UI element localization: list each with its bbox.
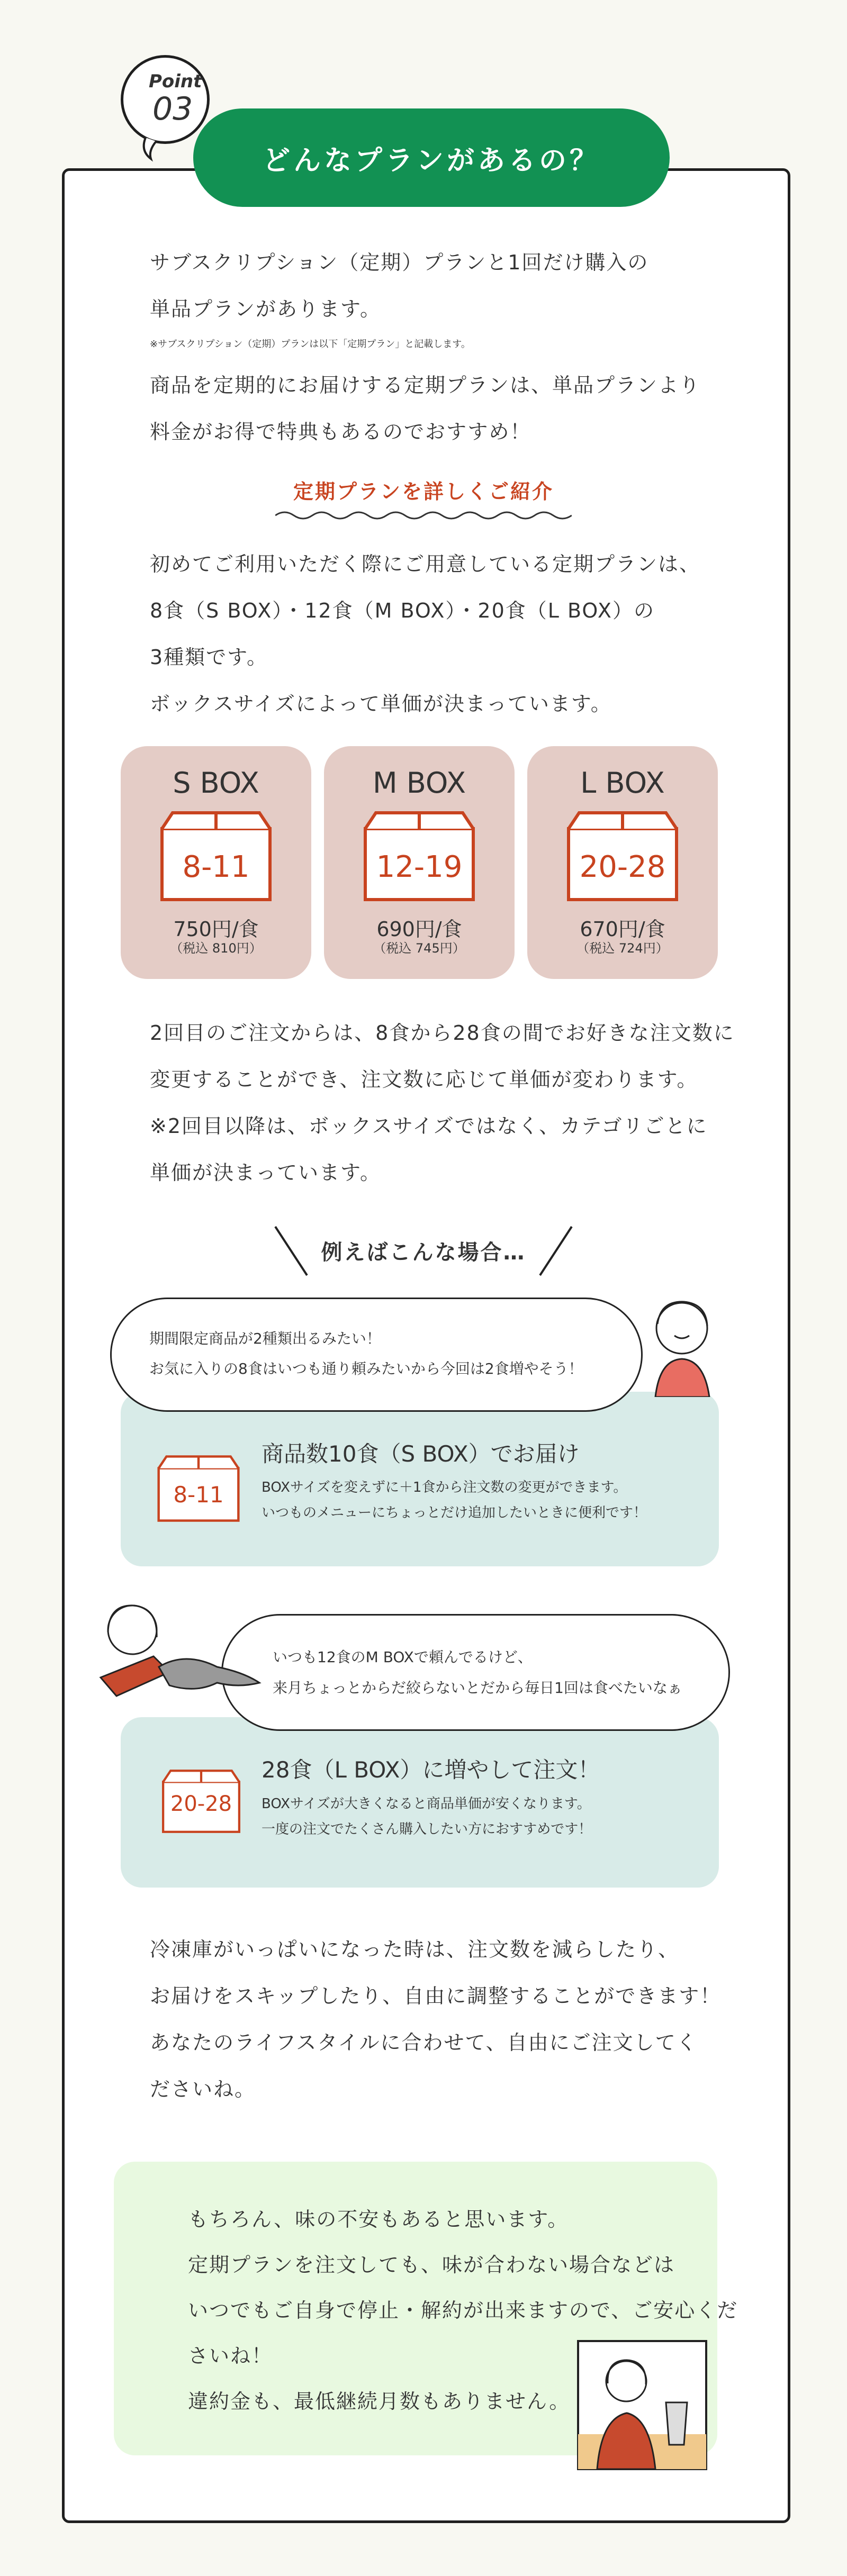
flex-line-1: 冷凍庫がいっぱいになった時は、注文数を減らしたり、: [150, 1938, 680, 1961]
box-range: 12-19: [376, 850, 463, 884]
reassure-line-2: 定期プランを注文しても、味が合わない場合などは: [188, 2253, 675, 2276]
reassure-line-5: 違約金も、最低継続月数もありません。: [188, 2390, 571, 2413]
example2-range: 20-28: [170, 1792, 232, 1816]
intro-line-1: サブスクリプション（定期）プランと1回だけ購入の: [150, 251, 649, 274]
intro-line-4: 料金がお得で特典もあるのでおすすめ！: [150, 420, 531, 443]
flex-line-4: ださいね。: [150, 2078, 256, 2101]
example1-range: 8-11: [173, 1482, 224, 1508]
box-price: 690円/食: [376, 918, 462, 941]
box-card-m: [324, 746, 515, 979]
box-range: 8-11: [182, 850, 250, 884]
change-line-1: 2回目のご注文からは、8食から28食の間でお好きな注文数に: [150, 1021, 735, 1045]
example1-bubble: [110, 1298, 643, 1412]
box-card-l: [527, 746, 718, 979]
woman-reading-illustration: [90, 1593, 265, 1715]
woman-phone-illustration: [645, 1291, 719, 1397]
box-tax: （税込 810円）: [170, 941, 262, 956]
example2-bubble: [221, 1614, 730, 1731]
example1-bubble-line-2: お気に入りの8食はいつも通り頼みたいから今回は2食増やそう！: [149, 1360, 583, 1377]
box-name: L BOX: [580, 766, 665, 800]
intro-line-3: 商品を定期的にお届けする定期プランは、単品プランより: [150, 374, 701, 397]
example1-desc-2: いつものメニューにちょっとだけ追加したいときに便利です！: [262, 1505, 647, 1521]
change-line-4: 単価が決まっています。: [150, 1161, 381, 1184]
example2-bubble-line-2: 来月ちょっとからだ絞らないとだから毎日1回は食べたいなぁ: [273, 1679, 682, 1697]
box-tax: （税込 724円）: [576, 941, 669, 956]
box-name: M BOX: [373, 766, 466, 800]
section-heading: 定期プランを詳しくご紹介: [293, 480, 554, 503]
plans-line-3: 3種類です。: [150, 646, 268, 669]
section-title: どんなプランがあるの？: [193, 108, 670, 207]
box-price: 750円/食: [173, 918, 259, 941]
reassure-line-4: さいね！: [188, 2344, 273, 2368]
flex-line-3: あなたのライフスタイルに合わせて、自由にご注文してく: [150, 2031, 698, 2054]
example-heading: 例えばこんな場合…: [321, 1240, 526, 1265]
plans-line-1: 初めてご利用いただく際にご用意している定期プランは、: [150, 552, 701, 576]
badge-point-label: Point: [149, 71, 202, 92]
box-tax: （税込 745円）: [373, 941, 465, 956]
intro-line-2: 単品プランがあります。: [150, 297, 381, 321]
example2-bubble-line-1: いつも12食のM BOXで頼んでるけど、: [273, 1648, 533, 1666]
intro-note: ※サブスクリプション（定期）プランは以下「定期プラン」と記載します。: [150, 339, 471, 350]
box-card-s: [121, 746, 311, 979]
example1-title: 商品数10食（S BOX）でお届け: [262, 1441, 580, 1467]
flex-line-2: お届けをスキップしたり、自由に調整することができます！: [150, 1984, 722, 2008]
badge-number: 03: [152, 90, 193, 128]
change-line-3: ※2回目以降は、ボックスサイズではなく、カテゴリごとに: [150, 1114, 708, 1138]
example2-title: 28食（L BOX）に増やして注文！: [262, 1757, 600, 1783]
example1-bubble-line-1: 期間限定商品が2種類出るみたい！: [149, 1330, 381, 1347]
change-line-2: 変更することができ、注文数に応じて単価が変わります。: [150, 1068, 698, 1091]
example2-desc-1: BOXサイズが大きくなると商品単価が安くなります。: [262, 1796, 591, 1812]
woman-blender-illustration: [576, 2339, 708, 2471]
badge-tail-icon: [135, 135, 167, 167]
box-range: 20-28: [579, 850, 666, 884]
reassure-line-3: いつでもご自身で停止・解約が出来ますので、ご安心くだ: [188, 2299, 738, 2322]
wavy-divider: [275, 509, 572, 522]
box-price: 670円/食: [580, 918, 665, 941]
reassure-line-1: もちろん、味の不安もあると思います。: [188, 2208, 569, 2231]
plans-line-2: 8食（S BOX）・12食（M BOX）・20食（L BOX）の: [150, 599, 655, 622]
example1-desc-1: BOXサイズを変えずに＋1食から注文数の変更ができます。: [262, 1480, 627, 1495]
point-badge: [121, 55, 210, 144]
example2-desc-2: 一度の注文でたくさん購入したい方におすすめです！: [262, 1821, 592, 1837]
box-name: S BOX: [173, 766, 259, 800]
plans-line-4: ボックスサイズによって単価が決まっています。: [150, 692, 612, 715]
